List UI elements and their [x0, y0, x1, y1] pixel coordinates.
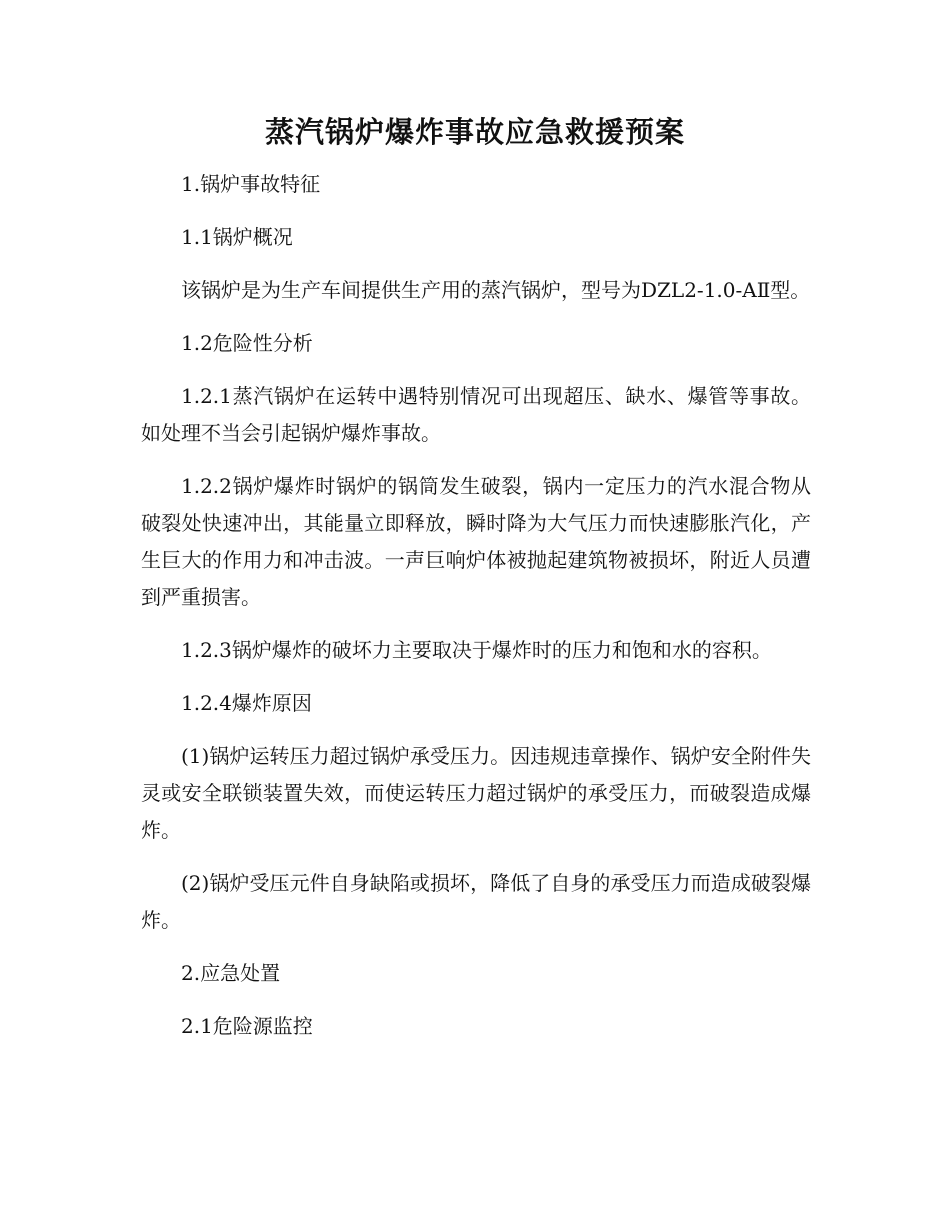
heading-1: 1.锅炉事故特征	[181, 172, 321, 196]
paragraph-1-2-2: 1.2.2锅炉爆炸时锅炉的锅筒发生破裂，锅内一定压力的汽水混合物从破裂处快速冲出，其能量立即释放，瞬时降为大气压力而快速膨胀汽化，产生巨大的作用力和冲击波。一声巨响炉体被抛起建筑物被损坏，附近人员遭到严重损害。	[141, 474, 811, 609]
paragraph-1-2-1: 1.2.1蒸汽锅炉在运转中遇特别情况可出现超压、缺水、爆管等事故。如处理不当会引起锅炉爆炸事故。	[141, 384, 811, 445]
heading-1-2-4: 1.2.4爆炸原因	[181, 691, 312, 715]
heading-2: 2.应急处置	[181, 961, 281, 985]
paragraph-cause-1: (1)锅炉运转压力超过锅炉承受压力。因违规违章操作、锅炉安全附件失灵或安全联锁装置失效，而使运转压力超过锅炉的承受压力，而破裂造成爆炸。	[141, 744, 811, 842]
paragraph-1-2-3: 1.2.3锅炉爆炸的破坏力主要取决于爆炸时的压力和饱和水的容积。	[181, 638, 772, 662]
heading-1-1: 1.1锅炉概况	[181, 225, 293, 249]
paragraph-boiler-overview: 该锅炉是为生产车间提供生产用的蒸汽锅炉，型号为DZL2-1.0-AⅡ型。	[181, 278, 811, 302]
document-body	[141, 166, 811, 1061]
heading-2-1: 2.1危险源监控	[181, 1014, 313, 1038]
paragraph-cause-2: (2)锅炉受压元件自身缺陷或损坏，降低了自身的承受压力而造成破裂爆炸。	[141, 871, 811, 932]
heading-1-2: 1.2危险性分析	[181, 331, 313, 355]
document-title: 蒸汽锅炉爆炸事故应急救援预案	[264, 115, 685, 149]
